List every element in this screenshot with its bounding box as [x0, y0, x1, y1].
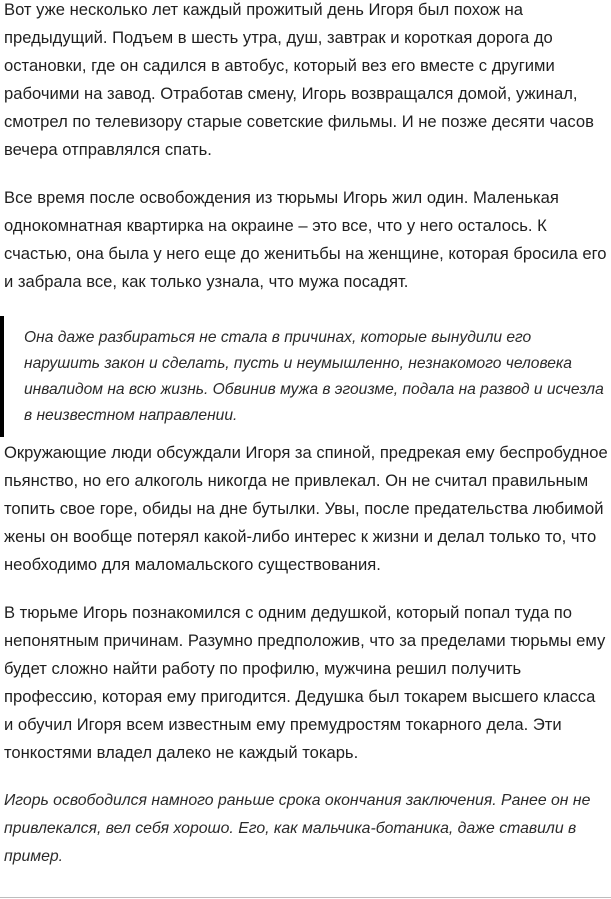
bottom-divider: [0, 897, 611, 898]
article-paragraph: В тюрьме Игорь познакомился с одним дедушкой, который попал туда по непонятным причинам. Разумно предположив, что за пределами тюрьмы ему будет сложно найти работу по профилю, мужчина решил получить профессию, которая ему пригодится. Дедушка был токарем высшего класса и обучил Игоря всем известным ему премудростям токарного дела. Эти тонкостями владел далеко не каждый токарь.: [4, 603, 606, 762]
article-paragraph: Окружающие люди обсуждали Игоря за спиной, предрекая ему беспробудное пьянство, но его алкоголь никогда не привлекал. Он не считал правильным топить свое горе, обиды на дне бутылки. Увы, после предательства любимой жены он вообще потерял какой-либо интерес к жизни и делал только то, что необходимо для маломальского существования.: [4, 443, 608, 574]
article-paragraph-italic: Игорь освободился намного раньше срока окончания заключения. Ранее он не привлекался, вел себя хорошо. Его, как мальчика-ботаника, даже ставили в пример.: [4, 792, 591, 865]
article-blockquote: Она даже разбираться не стала в причинах, которые вынудили его нарушить закон и сделать, пусть и неумышленно, незнакомого человека инвалидом на всю жизнь. Обвинив мужа в эгоизме, подала на развод и исчезла в неизвестном направлении.: [0, 316, 608, 437]
article-paragraph: Все время после освобождения из тюрьмы Игорь жил один. Маленькая однокомнатная квартирка на окраине – это все, что у него осталось. К счастью, она была у него еще до женитьбы на женщине, которая бросила его и забрала все, как только узнала, что мужа посадят.: [4, 188, 607, 291]
article-paragraph: Вот уже несколько лет каждый прожитый день Игоря был похож на предыдущий. Подъем в шесть утра, душ, завтрак и короткая дорога до остановки, где он садился в автобус, который вез его вместе с другими рабочими на завод. Отработав смену, Игорь возвращался домой, ужинал, смотрел по телевизору старые советские фильмы. И не позже десяти часов вечера отправлялся спать.: [4, 0, 594, 159]
